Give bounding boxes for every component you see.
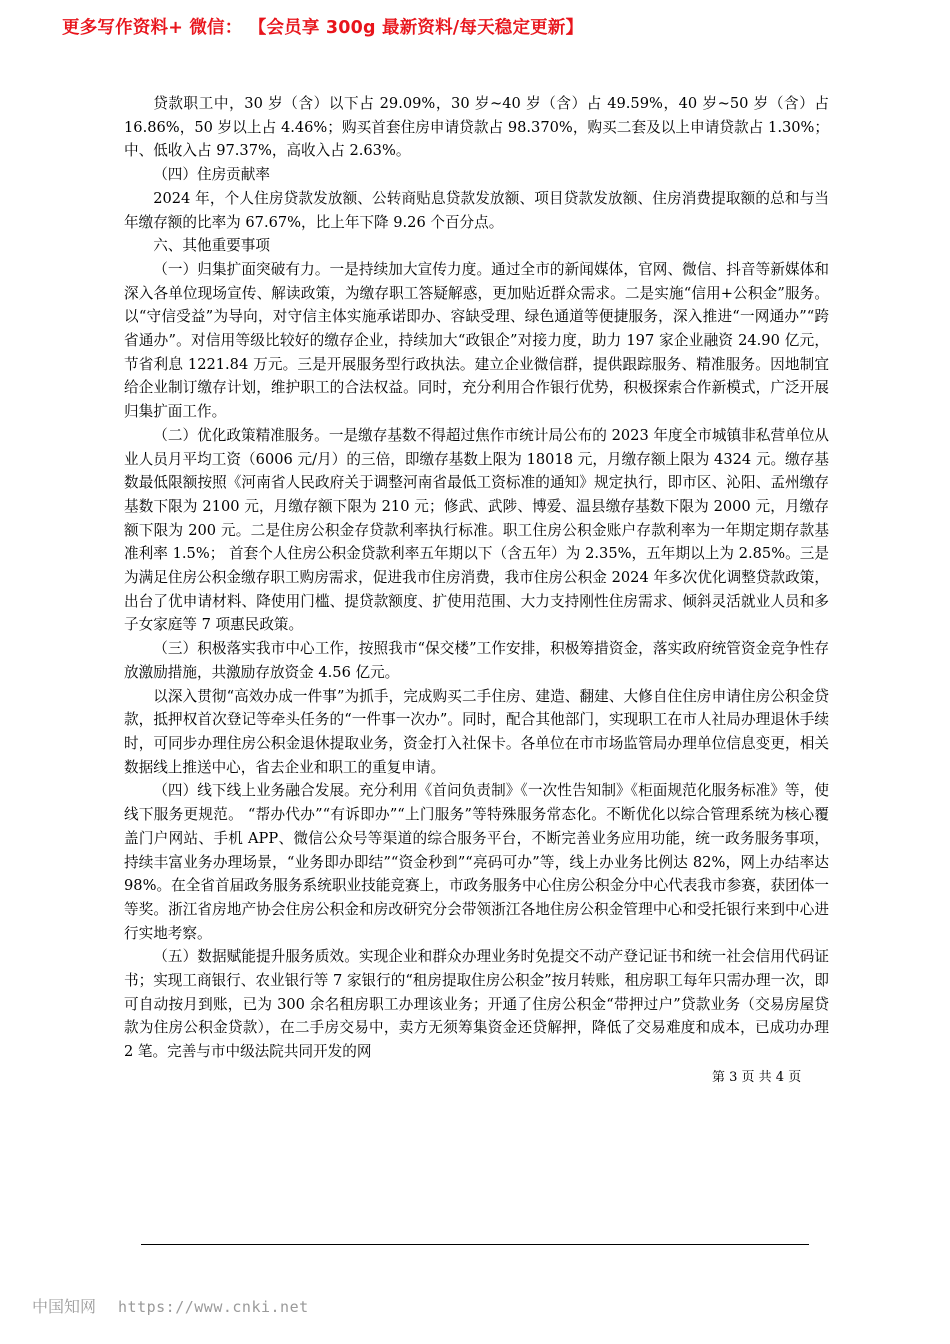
section-heading-housing-contribution: （四）住房贡献率 — [153, 166, 270, 184]
paragraph-central-work: （三）积极落实我市中心工作，按照我市“保交楼”工作安排，积极筹措资金，落实政府统管资金竞争性存放激励措施，共激励存放资金 4.56 亿元。 — [124, 640, 829, 681]
paragraph-contribution-rate: 2024 年，个人住房贷款发放额、公转商贴息贷款发放额、项目贷款发放额、住房消费提取额的总和与当年缴存额的比率为 67.67%，比上年下降 9.26 个百分点。 — [124, 189, 829, 231]
paragraph-one-thing-once: 以深入贯彻“高效办成一件事”为抓手，完成购买二手住房、建造、翻建、大修自住住房申请住房公积金贷款，抵押权首次登记等牵头任务的“一件事一次办”。同时，配合其他部门，实现职工在市人社局办理退休手续时，可同步办理住房公积金退休提取业务，资金打入社保卡。各单位在市市场监管局办理单位信息变更，相关数据线上推送中心，省去企业和职工的重复申请。 — [124, 687, 829, 776]
paragraph-loan-age-stats: 贷款职工中，30 岁（含）以下占 29.09%，30 岁~40 岁（含）占 49.59%，40 岁~50 岁（含）占 16.86%，50 岁以上占 4.46%；购买首套住房申请贷款占 98.370%，购买二套及以上申请贷款占 1.30%；中、低收入占 97.37%，高收入占 2.63%。 — [124, 95, 829, 160]
document-body — [124, 92, 829, 1064]
paragraph-collection-expansion: （一）归集扩面突破有力。一是持续加大宣传力度。通过全市的新闻媒体，官网、微信、抖音等新媒体和深入各单位现场宣传、解读政策，为缴存职工答疑解惑，更加贴近群众需求。二是实施“信用+公积金”服务。以“守信受益”为导向，对守信主体实施承诺即办、容缺受理、绿色通道等便捷服务，深入推进“一网通办”“跨省通办”。对信用等级比较好的缴存企业，持续加大“政银企”对接力度，助力 197 家企业融资 24.90 亿元，节省利息 1221.84 万元。三是开展服务型行政执法。建立企业微信群，提供跟踪服务、精准服务。因地制宜给企业制订缴存计划，维护职工的合法权益。同时，充分利用合作银行优势，积极探索合作新模式，广泛开展归集扩面工作。 — [124, 260, 829, 421]
watermark-site-name: 中国知网 — [32, 1297, 97, 1316]
section-heading-other-matters: 六、其他重要事项 — [153, 237, 270, 255]
paragraph-online-offline: （四）线下线上业务融合发展。充分利用《首问负责制》《一次性告知制》《柜面规范化服务标准》等，使线下服务更规范。 “帮办代办”“有诉即办”“上门服务”等特殊服务常态化。不断优化以综合管理系统为核心覆盖门户网站、手机 APP、微信公众号等渠道的综合服务平台，不断完善业务应用功能，统一政务服务事项，持续丰富业务办理场景，“业务即办即结”“资金秒到”“亮码可办”等，线上办业务比例达 82%，网上办结率达 98%。在全省首届政务服务系统职业技能竞赛上，市政务服务中心住房公积金分中心代表我市参赛，获团体一等奖。浙江省房地产协会住房公积金和房改研究分会带领浙江各地住房公积金管理中心和受托银行来到中心进行实地考察。 — [124, 782, 829, 942]
watermark-url: https://www.cnki.net — [118, 1298, 309, 1316]
page-number: 第 3 页 共 4 页 — [712, 1070, 802, 1085]
footer-divider — [141, 1244, 809, 1245]
watermark — [32, 1294, 309, 1317]
paragraph-policy-optimization: （二）优化政策精准服务。一是缴存基数不得超过焦作市统计局公布的 2023 年度全市城镇非私营单位从业人员月平均工资（6006 元/月）的三倍，即缴存基数上限为 18018 元，月缴存额上限为 4324 元。缴存基数最低限额按照《河南省人民政府关于调整河南省最低工资标准的通知》规定执行，即市区、沁阳、孟州缴存基数下限为 2100 元，月缴存额下限为 210 元；修武、武陟、博爱、温县缴存基数下限为 2000 元，月缴存额下限为 200 元。二是住房公积金存贷款利率执行标准。职工住房公积金账户存款利率为一年期定期存款基准利率 1.5%； 首套个人住房公积金贷款利率五年期以下（含五年）为 2.35%，五年期以上为 2.85%。三是为满足住房公积金缴存职工购房需求，促进我市住房消费，我市住房公积金 2024 年多次优化调整贷款政策，出台了优申请材料、降使用门槛、提贷款额度、扩使用范围、大力支持刚性住房需求、倾斜灵活就业人员和多子女家庭等 7 项惠民政策。 — [124, 426, 829, 634]
paragraph-data-empowerment: （五）数据赋能提升服务质效。实现企业和群众办理业务时免提交不动产登记证书和统一社会信用代码证书；实现工商银行、农业银行等 7 家银行的“租房提取住房公积金”按月转账，租房职工每年只需办理一次，即可自动按月到账，已为 300 余名租房职工办理该业务；开通了住房公积金“带押过户”贷款业务（交易房屋贷款为住房公积金贷款），在二手房交易中，卖方无须筹集资金还贷解押，降低了交易难度和成本，已成功办理 2 笔。完善与市中级法院共同开发的网 — [124, 948, 829, 1061]
promo-banner: 更多写作资料+ 微信： 【会员享 300g 最新资料/每天稳定更新】 — [62, 18, 584, 38]
